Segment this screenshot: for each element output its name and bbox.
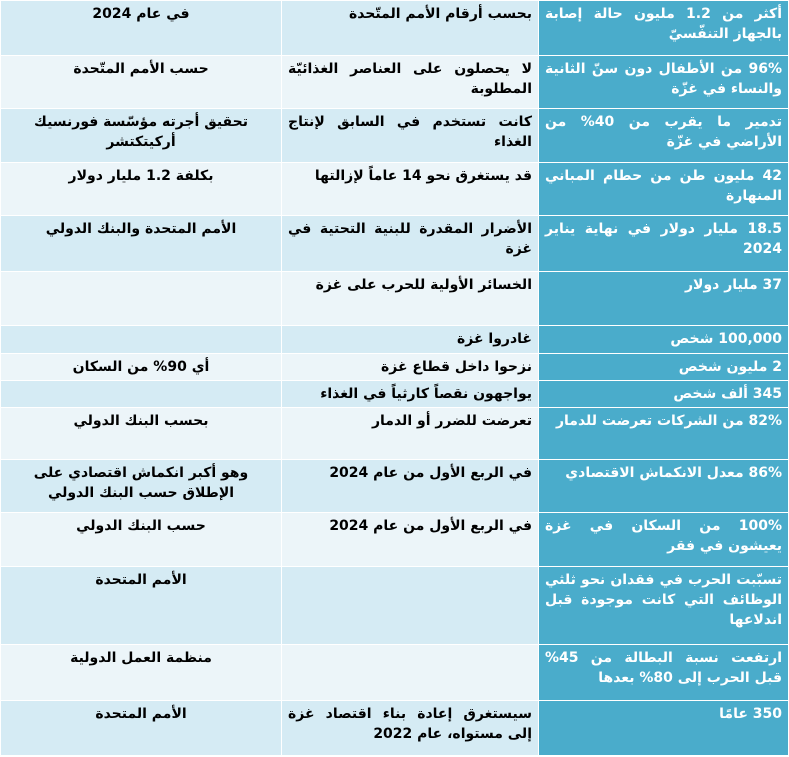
detail-cell: بحسب أرقام الأمم المتّحدة xyxy=(282,1,539,56)
table-row xyxy=(1,381,789,408)
detail-cell: لا يحصلون على العناصر الغذائيّة المطلوبة xyxy=(282,56,539,109)
table-row xyxy=(1,163,789,216)
table-row xyxy=(1,272,789,326)
source-cell: تحقيق أجرته مؤسّسة فورنسيك أركيتكتشر xyxy=(1,109,282,163)
table-row xyxy=(1,460,789,513)
detail-cell: تعرضت للضرر أو الدمار xyxy=(282,408,539,460)
source-cell: الأمم المتحدة xyxy=(1,701,282,756)
stat-cell: 2 مليون شخص xyxy=(539,354,789,381)
stat-cell: 82% من الشركات تعرضت للدمار xyxy=(539,408,789,460)
source-cell: حسب البنك الدولي xyxy=(1,513,282,567)
source-cell: منظمة العمل الدولية xyxy=(1,645,282,701)
detail-cell: غادروا غزة xyxy=(282,326,539,354)
stat-cell: 345 ألف شخص xyxy=(539,381,789,408)
table-row xyxy=(1,1,789,56)
table-row xyxy=(1,56,789,109)
source-cell: بكلفة 1.2 مليار دولار xyxy=(1,163,282,216)
detail-cell: الأضرار المقدرة للبنية التحتية في غزة xyxy=(282,216,539,272)
table-row xyxy=(1,645,789,701)
detail-cell: يواجهون نقصاً كارثياً في الغذاء xyxy=(282,381,539,408)
stat-cell: أكثر من 1.2 مليون حالة إصابة بالجهاز التنفّسيّ xyxy=(539,1,789,56)
stat-cell: تدمير ما يقرب من 40% من الأراضي في غزّة xyxy=(539,109,789,163)
detail-cell: الخسائر الأولية للحرب على غزة xyxy=(282,272,539,326)
source-cell: بحسب البنك الدولي xyxy=(1,408,282,460)
detail-cell: في الربع الأول من عام 2024 xyxy=(282,460,539,513)
source-cell: وهو أكبر انكماش اقتصادي على الإطلاق حسب البنك الدولي xyxy=(1,460,282,513)
stat-cell: 100,000 شخص xyxy=(539,326,789,354)
detail-cell: قد يستغرق نحو 14 عاماً لإزالتها xyxy=(282,163,539,216)
source-cell: الأمم المتحدة xyxy=(1,567,282,645)
source-cell: حسب الأمم المتّحدة xyxy=(1,56,282,109)
stat-cell: ارتفعت نسبة البطالة من 45% قبل الحرب إلى 80% بعدها xyxy=(539,645,789,701)
stat-cell: 96% من الأطفال دون سنّ الثانية والنساء في غزّة xyxy=(539,56,789,109)
stat-cell: تسبّبت الحرب في فقدان نحو ثلثي الوظائف التي كانت موجودة قبل اندلاعها xyxy=(539,567,789,645)
table-row xyxy=(1,109,789,163)
source-cell: الأمم المتحدة والبنك الدولي xyxy=(1,216,282,272)
table-row xyxy=(1,354,789,381)
stat-cell: 42 مليون طن من حطام المباني المنهارة xyxy=(539,163,789,216)
source-cell: في عام 2024 xyxy=(1,1,282,56)
stat-cell: 86% معدل الانكماش الاقتصادي xyxy=(539,460,789,513)
detail-cell: في الربع الأول من عام 2024 xyxy=(282,513,539,567)
stat-cell: 100% من السكان في غزة يعيشون في فقر xyxy=(539,513,789,567)
table-row xyxy=(1,326,789,354)
source-cell xyxy=(1,326,282,354)
detail-cell: نزحوا داخل قطاع غزة xyxy=(282,354,539,381)
detail-cell xyxy=(282,645,539,701)
stat-cell: 18.5 مليار دولار في نهاية يناير 2024 xyxy=(539,216,789,272)
source-cell: أي 90% من السكان xyxy=(1,354,282,381)
table-row xyxy=(1,513,789,567)
detail-cell xyxy=(282,567,539,645)
source-cell xyxy=(1,381,282,408)
detail-cell: سيستغرق إعادة بناء اقتصاد غزة إلى مستواه، عام 2022 xyxy=(282,701,539,756)
table-row xyxy=(1,408,789,460)
table-row xyxy=(1,701,789,756)
table-row xyxy=(1,567,789,645)
detail-cell: كانت تستخدم في السابق لإنتاج الغذاء xyxy=(282,109,539,163)
stat-cell: 37 مليار دولار xyxy=(539,272,789,326)
table-row xyxy=(1,216,789,272)
stat-cell: 350 عامًا xyxy=(539,701,789,756)
source-cell xyxy=(1,272,282,326)
